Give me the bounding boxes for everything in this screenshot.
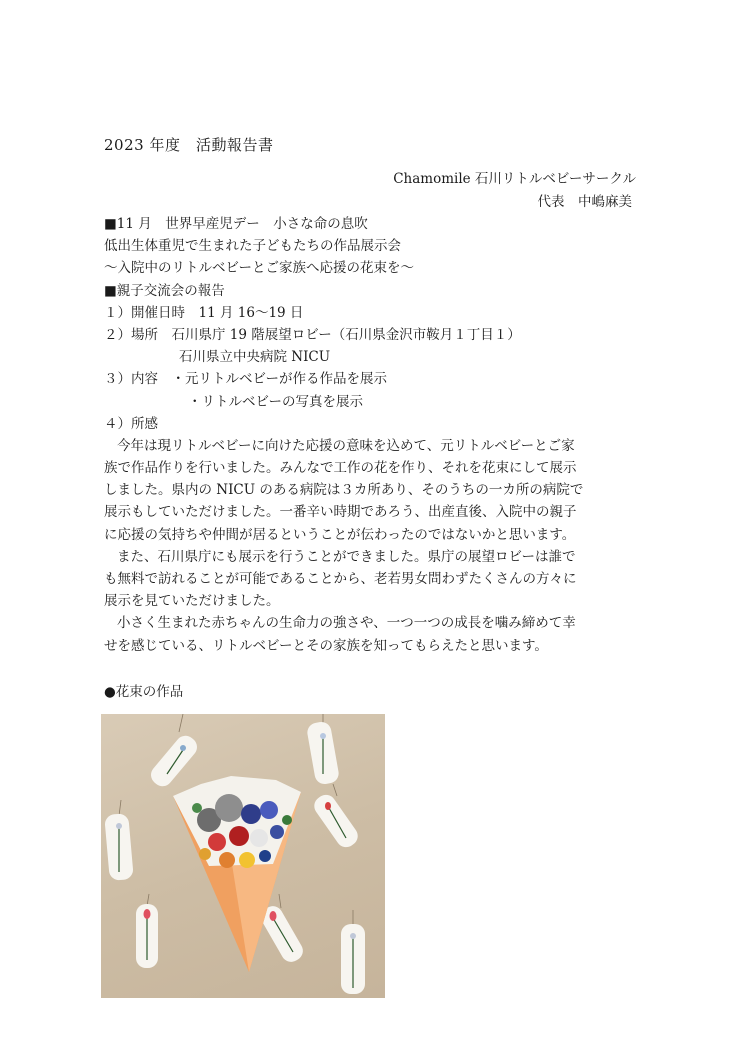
bouquet-illustration <box>101 714 385 998</box>
bouquet-photo <box>101 714 385 998</box>
hanging-card <box>104 800 134 881</box>
item-date: １）開催日時 11 月 16～19 日 <box>104 304 304 321</box>
hanging-card <box>341 910 365 994</box>
hanging-card <box>147 714 201 790</box>
hanging-card <box>306 714 340 786</box>
report-heading: ■親子交流会の報告 <box>104 282 225 299</box>
item-place-2: 石川県立中央病院 NICU <box>179 349 331 366</box>
paragraph-line: 展示もしていただけました。一番辛い時期であろう、出産直後、入院中の親子 <box>104 504 577 521</box>
paragraph-line: せを感じている、リトルベビーとその家族を知ってもらえたと思います。 <box>104 637 548 654</box>
organization-name: Chamomile 石川リトルベビーサークル <box>393 171 636 187</box>
paragraph-line: また、石川県庁にも展示を行うことができました。県庁の展望ロビーは誰で <box>117 548 576 565</box>
paragraph-line: しました。県内の NICU のある病院は３カ所あり、そのうちの一カ所の病院で <box>104 482 584 499</box>
paragraph-line: 族で作品作りを行いました。みんなで工作の花を作り、それを花束にして展示 <box>104 460 577 477</box>
item-content-2: ・リトルベビーの写真を展示 <box>188 393 363 410</box>
paragraph-line: 小さく生まれた赤ちゃんの生命力の強さや、一つ一つの成長を噛み締めて幸 <box>117 615 576 632</box>
paragraph-line: 今年は現リトルベビーに向けた応援の意味を込めて、元リトルベビーとご家 <box>117 437 575 454</box>
impressions-text <box>104 435 634 657</box>
event-subtitle: 低出生体重児で生まれた子どもたちの作品展示会 <box>104 238 401 255</box>
event-heading: ■11 月 世界早産児デー 小さな命の息吹 <box>104 216 368 232</box>
bouquet-heading: ●花束の作品 <box>104 684 184 700</box>
report-body <box>104 213 634 657</box>
paragraph-line: も無料で訪れることが可能であることから、老若男女問わずたくさんの方々に <box>104 571 577 587</box>
item-place: ２）場所 石川県庁 19 階展望ロビー（石川県金沢市鞍月１丁目１） <box>104 326 521 343</box>
document-title: 2023 年度 活動報告書 <box>104 136 274 154</box>
paragraph-line: に応援の気持ちや仲間が居るということが伝わったのではないかと思います。 <box>104 526 576 543</box>
hanging-card <box>310 784 361 851</box>
hanging-card <box>136 894 158 968</box>
representative-name: 代表 中嶋麻美 <box>537 194 632 210</box>
paragraph-line: 展示を見ていただけました。 <box>104 593 280 610</box>
item-content: ３）内容 ・元リトルベビーが作る作品を展示 <box>104 371 387 388</box>
item-impressions: ４）所感 <box>104 415 158 432</box>
event-tagline: ～入院中のリトルベビーとご家族へ応援の花束を～ <box>104 260 414 277</box>
